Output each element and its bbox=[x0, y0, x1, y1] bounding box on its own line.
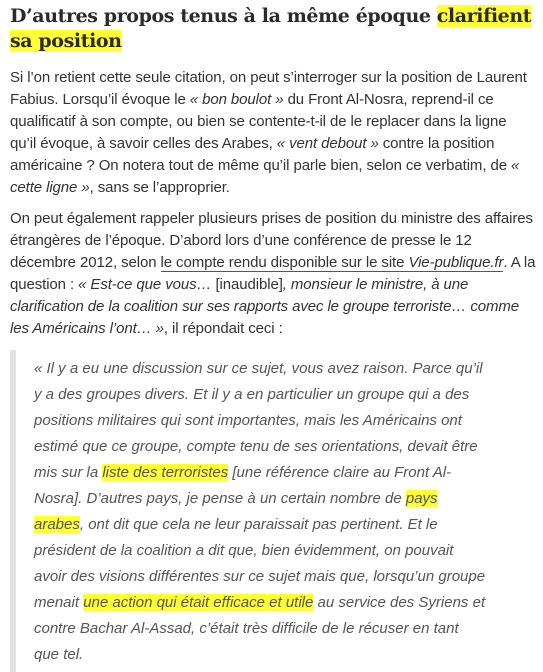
quote-cette-ligne: « cette ligne » bbox=[10, 157, 520, 196]
section-heading bbox=[10, 4, 536, 54]
link-site-name: Vie-publique.fr bbox=[408, 254, 504, 271]
paragraph-2 bbox=[10, 208, 536, 340]
vie-publique-link[interactable] bbox=[161, 254, 504, 272]
paragraph-text: contre la position américaine ? On notera tout de même qu’il parle bien, selon ce verbatim, de bbox=[10, 135, 512, 174]
link-text: le compte rendu disponible sur le site bbox=[160, 254, 409, 271]
paragraph-text: On peut également rappeler plusieurs prises de position du ministre des affaires étrangères de l’époque. D’abord lors d’une conférence de presse le 12 décembre 2012, selon bbox=[10, 210, 533, 271]
question-quote-end: , monsieur le ministre, à une clarification de la coalition sur ses rapports avec le groupe terroriste… comme les Américains l’ont… » bbox=[10, 276, 519, 337]
highlight-liste-terroristes: liste des terroristes bbox=[102, 464, 229, 481]
quote-text: , ont dit que cela ne leur paraissait pas pertinent. Et le président de la coalition a dit que, bien évidemment, on pouvait avoir des visions différentes sur ce sujet mais que, lorsqu’un groupe menait bbox=[34, 516, 486, 611]
quote-vent-debout: « vent debout » bbox=[276, 135, 379, 152]
heading-highlight: clarifient sa position bbox=[10, 5, 532, 52]
paragraph-text: Si l’on retient cette seule citation, on peut s’interroger sur la position de Laurent Fabius. Lorsqu’il évoque le bbox=[10, 69, 527, 108]
paragraph-text: , il répondait ceci : bbox=[163, 320, 283, 337]
question-quote-start: « Est-ce que vous… bbox=[78, 276, 216, 293]
highlight-pays-arabes: pays arabes bbox=[34, 490, 438, 533]
quote-bon-boulot: « bon boulot » bbox=[189, 91, 284, 108]
paragraph-text: du Front Al-Nosra, reprend-il ce qualificatif à son compte, ou bien se contente-t-il de le replacer dans la ligne qu’il évoque, à savoir celles des Arabes, bbox=[10, 91, 507, 152]
blockquote-fabius bbox=[10, 350, 486, 672]
article bbox=[10, 4, 536, 663]
quote-text: « Il y a eu une discussion sur ce sujet, vous avez raison. Parce qu’il y a des groupes divers. Et il y a en particulier un groupe qui a des positions militaires qui sont importantes, mais les Américains ont estimé que ce groupe, compte tenu de ses orientations, devait être mis sur la bbox=[34, 360, 483, 481]
highlight-action-efficace: une action qui était efficace et utile bbox=[83, 594, 314, 611]
heading-text: D’autres propos tenus à la même époque bbox=[10, 5, 437, 27]
paragraph-text: . A la question : bbox=[10, 254, 536, 293]
inaudible-note: [inaudible] bbox=[215, 276, 283, 293]
paragraph-text: , sans se l’approprier. bbox=[89, 179, 230, 196]
quote-text: au service des Syriens et contre Bachar Al-Assad, c’était très difficile de le récuser en tant que tel. bbox=[34, 594, 486, 663]
paragraph-1 bbox=[10, 67, 536, 199]
quote-text: [une référence claire au Front Al-Nosra]. D’autres pays, je pense à un certain nombre de bbox=[34, 464, 452, 507]
